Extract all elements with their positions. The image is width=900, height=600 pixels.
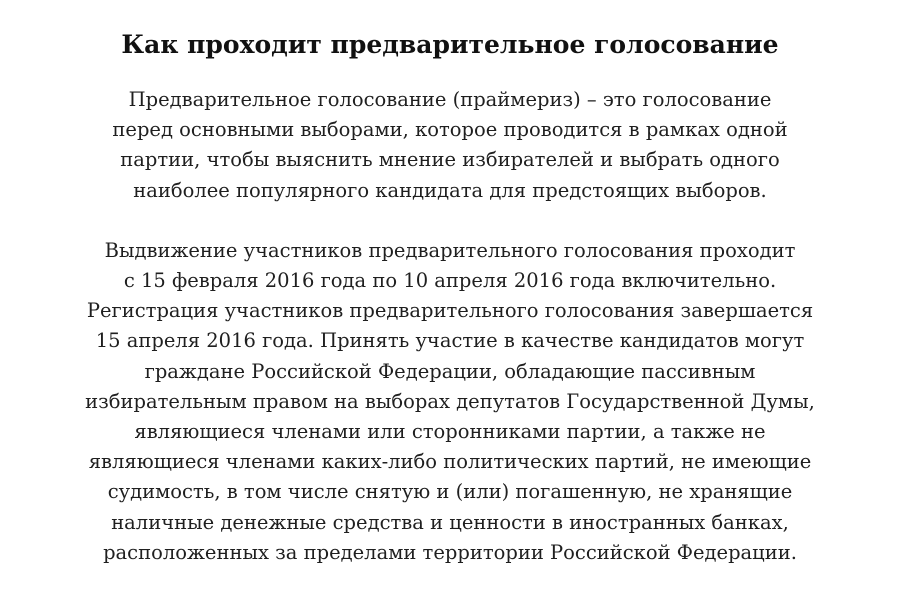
- paragraph-line: наиболее популярного кандидата для предстоящих выборов.: [133, 178, 767, 202]
- paragraph-line: граждане Российской Федерации, обладающие пассивным: [144, 359, 756, 383]
- paragraph-primaries-definition: [30, 85, 870, 206]
- paragraph-line: 15 апреля 2016 года. Принять участие в качестве кандидатов могут: [95, 329, 805, 353]
- paragraph-line: Выдвижение участников предварительного голосования проходит: [104, 238, 796, 262]
- paragraph-line: судимость, в том числе снятую и (или) погашенную, не хранящие: [107, 480, 793, 504]
- paragraph-line: наличные денежные средства и ценности в иностранных банках,: [111, 510, 789, 534]
- paragraph-line: являющиеся членами или сторонниками партии, а также не: [134, 420, 766, 444]
- paragraph-line: избирательным правом на выборах депутатов Государственной Думы,: [85, 389, 815, 413]
- paragraph-line: расположенных за пределами территории Российской Федерации.: [103, 540, 797, 564]
- paragraph-line: перед основными выборами, которое проводится в рамках одной: [112, 118, 788, 142]
- page-title: Как проходит предварительное голосование: [121, 30, 779, 59]
- paragraph-line: с 15 февраля 2016 года по 10 апреля 2016 года включительно.: [123, 269, 777, 293]
- paragraph-nomination-rules: [30, 236, 870, 568]
- paragraph-line: партии, чтобы выяснить мнение избирателей и выбрать одного: [120, 148, 780, 172]
- paragraph-line: являющиеся членами каких-либо политических партий, не имеющие: [88, 450, 812, 474]
- paragraph-line: Регистрация участников предварительного голосования завершается: [86, 299, 814, 323]
- paragraph-line: Предварительное голосование (праймериз) – это голосование: [128, 88, 772, 111]
